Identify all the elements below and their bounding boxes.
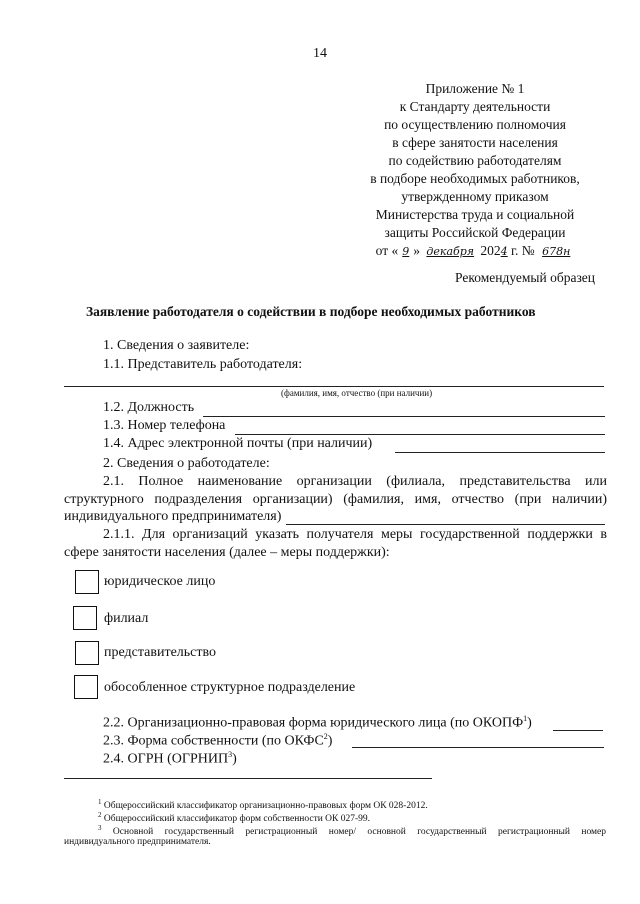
section-1-heading: 1. Сведения о заявителе: [103, 338, 250, 353]
option-branch-checkbox[interactable] [73, 606, 97, 630]
okopf-field[interactable] [553, 730, 603, 731]
section-2-2-end: ) [527, 715, 532, 731]
section-2-1-line3: индивидуального предпринимателя) [64, 509, 282, 524]
section-2-2-label [103, 714, 532, 732]
date-year-end: 4 [500, 245, 508, 258]
section-2-4-end: ) [232, 751, 237, 767]
date-year-suffix: г. № [511, 243, 535, 258]
footnote-text: Основной государственный регистрационный номер/ основной государственный регистрационный номер [112, 827, 606, 838]
order-date-line [330, 242, 620, 261]
option-separate-division-label: обособленное структурное подразделение [104, 680, 356, 695]
phone-field[interactable] [235, 434, 605, 435]
organization-name-field[interactable] [286, 524, 605, 525]
date-year-start: 202 [480, 243, 501, 258]
section-2-1-1-line1: 2.1.1. Для организаций указать получателя меры государственной поддержки в [103, 527, 607, 542]
document-title: Заявление работодателя о содействии в подборе необходимых работников [86, 304, 536, 319]
section-2-1-line1: 2.1. Полное наименование организации (филиала, представительства или [103, 474, 607, 489]
footnote-1 [98, 798, 428, 811]
option-representation-label: представительство [104, 645, 217, 660]
appendix-line: по осуществлению полномочия [384, 117, 566, 132]
date-day: 9 [402, 245, 410, 258]
appendix-line: в сфере занятости населения [392, 135, 558, 150]
footnote-ref-2: 2 [323, 732, 328, 741]
option-branch-label: филиал [104, 611, 149, 626]
section-1-1-label: 1.1. Представитель работодателя: [103, 357, 303, 372]
footnote-ref-1: 1 [523, 714, 528, 723]
date-prefix: от « [375, 243, 399, 258]
appendix-line: утвержденному приказом [401, 189, 549, 204]
sample-label: Рекомендуемый образец [455, 270, 596, 285]
representative-name-field[interactable] [64, 386, 604, 387]
appendix-line: защиты Российской Федерации [384, 225, 566, 240]
footnote-2 [98, 811, 370, 824]
section-2-3-text: 2.3. Форма собственности (по ОКФС [103, 733, 324, 749]
footnote-mark: 3 [98, 824, 102, 832]
section-2-1-line2: структурного подразделения организации) (фамилия, имя, отчество (при наличии) [64, 492, 607, 507]
position-field[interactable] [203, 416, 605, 417]
section-2-4-text: 2.4. ОГРН (ОГРНИП [103, 751, 229, 767]
section-2-4-label [103, 750, 237, 768]
option-representation-checkbox[interactable] [75, 641, 99, 665]
footnote-3 [98, 824, 606, 837]
phone-label: 1.3. Номер телефона [103, 418, 226, 433]
email-label: 1.4. Адрес электронной почты (при наличии) [103, 436, 373, 451]
date-mid: » [413, 243, 421, 258]
email-field[interactable] [395, 452, 605, 453]
representative-name-hint: (фамилия, имя, отчество (при наличии) [281, 388, 433, 398]
option-legal-entity-checkbox[interactable] [75, 570, 99, 594]
footnote-mark: 1 [98, 798, 102, 806]
option-separate-division-checkbox[interactable] [74, 675, 98, 699]
footnote-text: Общероссийский классификатор организационно-правовых форм ОК 028-2012. [103, 801, 428, 812]
section-2-2-text: 2.2. Организационно-правовая форма юридического лица (по ОКОПФ [103, 715, 524, 731]
page-number: 14 [313, 46, 327, 61]
position-label: 1.2. Должность [103, 400, 195, 415]
footnote-mark: 2 [98, 811, 102, 819]
okfs-field[interactable] [352, 747, 604, 748]
appendix-header [330, 80, 620, 261]
option-legal-entity-label: юридическое лицо [104, 574, 216, 589]
footnote-text: Общероссийский классификатор форм собственности ОК 027-99. [103, 814, 371, 825]
section-2-3-label [103, 732, 332, 750]
footnote-ref-3: 3 [228, 750, 233, 759]
footnote-3-continued: индивидуального предпринимателя. [64, 837, 211, 847]
order-number: 678н [542, 245, 571, 258]
appendix-line: в подборе необходимых работников, [370, 171, 580, 186]
appendix-line: по содействию работодателям [388, 153, 562, 168]
appendix-line: к Стандарту деятельности [399, 99, 551, 114]
date-month: декабря [426, 245, 475, 258]
appendix-line: Министерства труда и социальной [375, 207, 575, 222]
section-2-3-end: ) [327, 733, 333, 749]
section-2-1-1-line2: сфере занятости населения (далее – меры поддержки): [64, 545, 390, 560]
footnote-separator [64, 778, 432, 779]
appendix-line: Приложение № 1 [425, 81, 525, 96]
section-2-heading: 2. Сведения о работодателе: [103, 456, 270, 471]
